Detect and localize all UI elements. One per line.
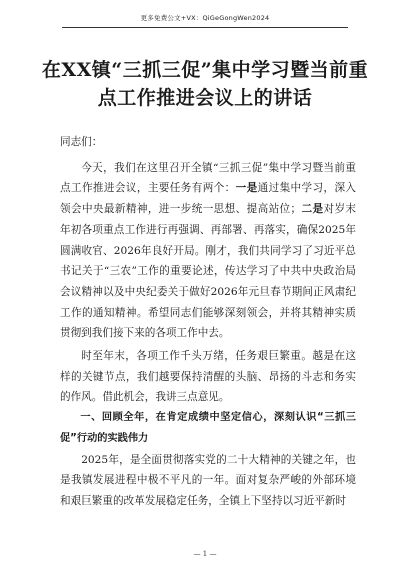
document-body [60, 132, 356, 512]
title-line-2: 点工作推进会议上的讲话 [97, 87, 313, 109]
paragraph-review: 2025年，是全面贯彻落实党的二十大精神的关键之年，也是我镇发展进程中极不平凡的一年。面对复杂严峻的外部环境和艰巨繁重的改革发展稳定任务，全镇上下坚持以习近平新时 [60, 453, 356, 507]
paragraph-yearend: 时至年末，各项工作千头万绪，任务艰巨繁重。越是在这样的关键节点，我们越要保持清醒的头脑、昂扬的斗志和务实的作风。借此机会，我讲三点意见。 [60, 350, 356, 404]
greeting: 同志们： [60, 136, 103, 148]
title-line-1: 在XX镇“三抓三促”集中学习暨当前重 [41, 59, 369, 81]
paragraph-intro [60, 158, 356, 344]
intro-text-3: 对岁末年初各项重点工作进行再强调、再部署、再落实，确保2025年圆满收官、2026年良好开局。刚才，我们共同学习了习近平总书记关于“三农”工作的重要论述，传达学习了中共中央政治局会议精神以及中央纪委关于做好2026年元旦春节期间正风肃纪工作的通知精神。希望同志们能够深刻领会，并将其精神实质贯彻到我们接下来的各项工作中去。 [60, 203, 357, 340]
intro-label-one: 一是 [235, 182, 258, 195]
intro-text-2: 通过集中学习，深入领会中央最新精神，进一步统一思想、提高站位； [60, 182, 357, 216]
document-title [0, 56, 410, 112]
section-heading-1: 一、回顾全年，在肯定成绩中坚定信心，深刻认识“三抓三促”行动的实践伟力 [60, 412, 356, 444]
intro-text-1: 今天，我们在这里召开全镇“三抓三促”集中学习暨当前重点工作推进会议，主要任务有两个： [60, 161, 356, 195]
header-divider [62, 27, 348, 28]
page-header: 更多免费公文+VX：QiGeGongWen2024 [140, 14, 270, 22]
intro-label-two: 二是 [301, 203, 324, 216]
page-number: — 1 — [193, 550, 217, 558]
